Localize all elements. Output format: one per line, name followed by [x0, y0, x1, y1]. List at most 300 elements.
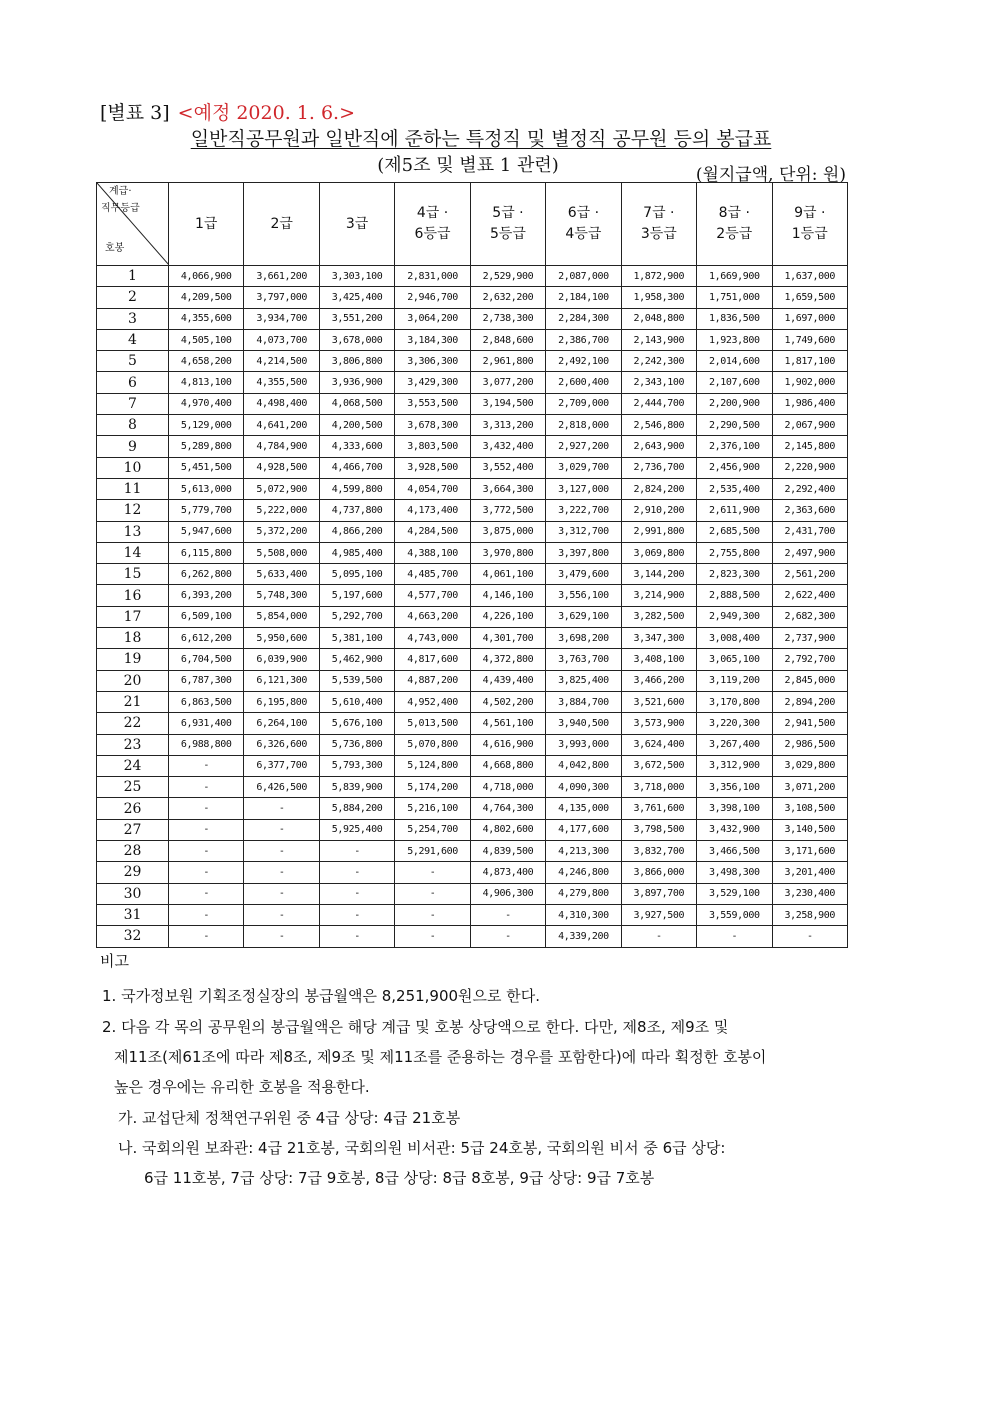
salary-amount-cell: 4,485,700: [395, 564, 470, 585]
salary-amount-cell: 3,806,800: [319, 351, 394, 372]
corner-label-top: 계급·: [109, 186, 132, 197]
salary-amount-cell: 5,381,100: [319, 628, 394, 649]
salary-amount-cell: 4,817,600: [395, 649, 470, 670]
salary-amount-cell: 3,624,400: [621, 734, 696, 755]
salary-amount-cell: -: [319, 841, 394, 862]
corner-header-cell: [97, 183, 169, 266]
salary-amount-cell: 3,798,500: [621, 819, 696, 840]
salary-amount-cell: 3,008,400: [697, 628, 772, 649]
salary-amount-cell: 3,029,700: [546, 457, 621, 478]
column-header-line1: 6급 ·: [567, 205, 600, 221]
salary-amount-cell: 2,910,200: [621, 500, 696, 521]
step-number-cell: 9: [97, 436, 169, 457]
salary-amount-cell: 3,408,100: [621, 649, 696, 670]
salary-amount-cell: 3,678,000: [319, 329, 394, 350]
salary-amount-cell: 2,343,100: [621, 372, 696, 393]
salary-amount-cell: 5,539,500: [319, 670, 394, 691]
table-row: [97, 862, 848, 883]
salary-amount-cell: -: [319, 862, 394, 883]
salary-amount-cell: 4,498,400: [244, 393, 319, 414]
salary-amount-cell: 2,685,500: [697, 521, 772, 542]
salary-table: [96, 182, 848, 948]
salary-amount-cell: -: [244, 862, 319, 883]
salary-amount-cell: -: [395, 883, 470, 904]
salary-amount-cell: 3,356,100: [697, 777, 772, 798]
salary-amount-cell: -: [169, 755, 244, 776]
table-row: [97, 351, 848, 372]
salary-amount-cell: 3,194,500: [470, 393, 545, 414]
salary-amount-cell: 5,254,700: [395, 819, 470, 840]
salary-amount-cell: 1,749,600: [772, 329, 848, 350]
salary-amount-cell: -: [772, 926, 848, 947]
step-number-cell: 4: [97, 329, 169, 350]
salary-amount-cell: 3,140,500: [772, 819, 848, 840]
step-number-cell: 28: [97, 841, 169, 862]
salary-amount-cell: 2,290,500: [697, 415, 772, 436]
salary-amount-cell: 5,610,400: [319, 691, 394, 712]
salary-amount-cell: 4,355,500: [244, 372, 319, 393]
table-row: [97, 841, 848, 862]
salary-amount-cell: 3,825,400: [546, 670, 621, 691]
salary-amount-cell: 3,573,900: [621, 713, 696, 734]
table-row: [97, 883, 848, 904]
step-number-cell: 20: [97, 670, 169, 691]
salary-amount-cell: 2,284,300: [546, 308, 621, 329]
salary-amount-cell: 3,230,400: [772, 883, 848, 904]
table-row: [97, 904, 848, 925]
salary-amount-cell: -: [169, 883, 244, 904]
salary-amount-cell: -: [169, 862, 244, 883]
salary-amount-cell: 2,632,200: [470, 287, 545, 308]
salary-amount-cell: 4,310,300: [546, 904, 621, 925]
salary-amount-cell: 3,069,800: [621, 542, 696, 563]
salary-amount-cell: 3,432,900: [697, 819, 772, 840]
table-row: [97, 372, 848, 393]
salary-amount-cell: 4,764,300: [470, 798, 545, 819]
salary-amount-cell: 1,986,400: [772, 393, 848, 414]
table-row: [97, 500, 848, 521]
salary-amount-cell: -: [621, 926, 696, 947]
step-number-cell: 14: [97, 542, 169, 563]
table-row: [97, 755, 848, 776]
salary-amount-cell: 3,698,200: [546, 628, 621, 649]
step-number-cell: 1: [97, 266, 169, 287]
salary-amount-cell: 2,894,200: [772, 691, 848, 712]
salary-amount-cell: 6,326,600: [244, 734, 319, 755]
salary-amount-cell: 3,797,000: [244, 287, 319, 308]
salary-amount-cell: 2,456,900: [697, 457, 772, 478]
salary-amount-cell: 4,502,200: [470, 691, 545, 712]
salary-amount-cell: 4,663,200: [395, 606, 470, 627]
step-number-cell: 11: [97, 478, 169, 499]
column-header-line2: 4등급: [565, 226, 602, 242]
salary-amount-cell: 2,845,000: [772, 670, 848, 691]
salary-amount-cell: 1,637,000: [772, 266, 848, 287]
salary-amount-cell: 2,991,800: [621, 521, 696, 542]
salary-amount-cell: 4,784,900: [244, 436, 319, 457]
salary-amount-cell: 4,439,400: [470, 670, 545, 691]
salary-amount-cell: 5,736,800: [319, 734, 394, 755]
salary-amount-cell: 2,376,100: [697, 436, 772, 457]
salary-amount-cell: 3,258,900: [772, 904, 848, 925]
salary-amount-cell: 3,282,500: [621, 606, 696, 627]
amendment-note: <예정 2020. 1. 6.>: [177, 102, 355, 124]
salary-amount-cell: 2,497,900: [772, 542, 848, 563]
salary-amount-cell: 6,039,900: [244, 649, 319, 670]
salary-amount-cell: 1,697,000: [772, 308, 848, 329]
note-item-1: 1. 국가정보원 기획조정실장의 봉급월액은 8,251,900원으로 한다.: [102, 987, 541, 1005]
salary-amount-cell: 3,479,600: [546, 564, 621, 585]
salary-amount-cell: 4,226,100: [470, 606, 545, 627]
salary-amount-cell: 3,144,200: [621, 564, 696, 585]
salary-amount-cell: 4,887,200: [395, 670, 470, 691]
salary-amount-cell: 3,029,800: [772, 755, 848, 776]
salary-amount-cell: 3,556,100: [546, 585, 621, 606]
step-number-cell: 30: [97, 883, 169, 904]
salary-amount-cell: 4,279,800: [546, 883, 621, 904]
salary-amount-cell: 2,561,200: [772, 564, 848, 585]
salary-amount-cell: 1,659,500: [772, 287, 848, 308]
step-number-cell: 25: [97, 777, 169, 798]
salary-amount-cell: 6,262,800: [169, 564, 244, 585]
table-row: [97, 585, 848, 606]
table-row: [97, 436, 848, 457]
salary-amount-cell: 2,444,700: [621, 393, 696, 414]
salary-amount-cell: 3,936,900: [319, 372, 394, 393]
table-row: [97, 415, 848, 436]
step-number-cell: 29: [97, 862, 169, 883]
salary-amount-cell: -: [470, 904, 545, 925]
salary-amount-cell: 2,927,200: [546, 436, 621, 457]
document-title: [0, 124, 962, 151]
table-row: [97, 926, 848, 947]
salary-amount-cell: 2,184,100: [546, 287, 621, 308]
salary-amount-cell: 6,988,800: [169, 734, 244, 755]
salary-amount-cell: 3,306,300: [395, 351, 470, 372]
salary-amount-cell: -: [244, 904, 319, 925]
salary-amount-cell: 4,718,000: [470, 777, 545, 798]
salary-amount-cell: 4,333,600: [319, 436, 394, 457]
salary-amount-cell: 2,824,200: [621, 478, 696, 499]
salary-amount-cell: 2,200,900: [697, 393, 772, 414]
salary-amount-cell: 3,970,800: [470, 542, 545, 563]
salary-amount-cell: 4,641,200: [244, 415, 319, 436]
document-subtitle: (제5조 및 별표 1 관련): [377, 155, 559, 176]
salary-amount-cell: 3,927,500: [621, 904, 696, 925]
salary-amount-cell: 5,613,000: [169, 478, 244, 499]
salary-amount-cell: -: [169, 926, 244, 947]
salary-amount-cell: 4,061,100: [470, 564, 545, 585]
salary-amount-cell: 4,388,100: [395, 542, 470, 563]
salary-amount-cell: 5,292,700: [319, 606, 394, 627]
salary-amount-cell: 4,952,400: [395, 691, 470, 712]
column-header-line2: 6등급: [414, 226, 451, 242]
salary-amount-cell: 4,068,500: [319, 393, 394, 414]
column-header: [621, 183, 696, 266]
salary-amount-cell: 3,220,300: [697, 713, 772, 734]
salary-amount-cell: 5,884,200: [319, 798, 394, 819]
salary-amount-cell: 5,222,000: [244, 500, 319, 521]
salary-amount-cell: 2,709,000: [546, 393, 621, 414]
salary-amount-cell: -: [169, 841, 244, 862]
corner-label-middle: 직무등급: [101, 203, 140, 214]
salary-amount-cell: 5,451,500: [169, 457, 244, 478]
column-header: [697, 183, 772, 266]
salary-amount-cell: 3,222,700: [546, 500, 621, 521]
salary-amount-cell: 3,551,200: [319, 308, 394, 329]
column-header-line1: 7급 ·: [643, 205, 675, 221]
salary-amount-cell: -: [169, 798, 244, 819]
salary-amount-cell: 4,906,300: [470, 883, 545, 904]
salary-amount-cell: -: [319, 883, 394, 904]
column-header: [772, 183, 848, 266]
salary-amount-cell: 4,173,400: [395, 500, 470, 521]
salary-amount-cell: -: [395, 862, 470, 883]
table-row: [97, 670, 848, 691]
column-header-line1: 2급: [270, 215, 293, 232]
salary-amount-cell: 2,600,400: [546, 372, 621, 393]
salary-amount-cell: 1,751,000: [697, 287, 772, 308]
salary-amount-cell: 3,347,300: [621, 628, 696, 649]
salary-amount-cell: 4,985,400: [319, 542, 394, 563]
table-row: [97, 457, 848, 478]
salary-amount-cell: 5,793,300: [319, 755, 394, 776]
salary-amount-cell: 2,949,300: [697, 606, 772, 627]
salary-amount-cell: 4,200,500: [319, 415, 394, 436]
salary-amount-cell: 5,197,600: [319, 585, 394, 606]
salary-amount-cell: 5,925,400: [319, 819, 394, 840]
salary-amount-cell: 2,986,500: [772, 734, 848, 755]
table-row: [97, 287, 848, 308]
salary-amount-cell: 2,755,800: [697, 542, 772, 563]
salary-amount-cell: 3,312,700: [546, 521, 621, 542]
salary-amount-cell: 3,303,100: [319, 266, 394, 287]
salary-amount-cell: 5,633,400: [244, 564, 319, 585]
salary-amount-cell: 3,429,300: [395, 372, 470, 393]
step-number-cell: 8: [97, 415, 169, 436]
salary-amount-cell: 4,802,600: [470, 819, 545, 840]
salary-amount-cell: 3,466,200: [621, 670, 696, 691]
table-row: [97, 542, 848, 563]
salary-amount-cell: 6,612,200: [169, 628, 244, 649]
salary-amount-cell: 2,431,700: [772, 521, 848, 542]
salary-amount-cell: 5,854,000: [244, 606, 319, 627]
salary-amount-cell: 3,313,200: [470, 415, 545, 436]
unit-note: (월지급액, 단위: 원): [695, 165, 846, 185]
salary-amount-cell: 3,993,000: [546, 734, 621, 755]
salary-amount-cell: 3,761,600: [621, 798, 696, 819]
salary-amount-cell: 5,291,600: [395, 841, 470, 862]
salary-amount-cell: -: [169, 777, 244, 798]
document-title-text: 일반직공무원과 일반직에 준하는 특정직 및 별정직 공무원 등의 봉급표: [190, 128, 772, 150]
column-header-line1: 9급 ·: [794, 205, 826, 221]
step-number-cell: 24: [97, 755, 169, 776]
salary-amount-cell: 3,119,200: [697, 670, 772, 691]
step-number-cell: 26: [97, 798, 169, 819]
salary-amount-cell: 5,129,000: [169, 415, 244, 436]
salary-amount-cell: 3,521,600: [621, 691, 696, 712]
salary-amount-cell: 6,377,700: [244, 755, 319, 776]
salary-amount-cell: 2,242,300: [621, 351, 696, 372]
salary-amount-cell: 6,704,500: [169, 649, 244, 670]
salary-amount-cell: -: [244, 819, 319, 840]
note-item-2-na-line2: 6급 11호봉, 7급 상당: 7급 9호봉, 8급 상당: 8급 8호봉, 9급 상당: 9급 7호봉: [144, 1169, 655, 1187]
salary-amount-cell: 3,803,500: [395, 436, 470, 457]
salary-amount-cell: 3,077,200: [470, 372, 545, 393]
step-number-cell: 19: [97, 649, 169, 670]
salary-amount-cell: 3,661,200: [244, 266, 319, 287]
salary-amount-cell: 4,066,900: [169, 266, 244, 287]
salary-amount-cell: 3,201,400: [772, 862, 848, 883]
salary-amount-cell: 3,718,000: [621, 777, 696, 798]
salary-amount-cell: 2,831,000: [395, 266, 470, 287]
column-header-line1: 4급 ·: [416, 205, 449, 221]
salary-amount-cell: 3,940,500: [546, 713, 621, 734]
table-row: [97, 393, 848, 414]
appendix-heading: [100, 98, 355, 125]
salary-amount-cell: 5,462,900: [319, 649, 394, 670]
table-row: [97, 798, 848, 819]
salary-amount-cell: 5,289,800: [169, 436, 244, 457]
salary-amount-cell: 3,071,200: [772, 777, 848, 798]
salary-amount-cell: 2,048,800: [621, 308, 696, 329]
salary-amount-cell: 2,736,700: [621, 457, 696, 478]
salary-amount-cell: 4,839,500: [470, 841, 545, 862]
appendix-label: [별표 3]: [100, 102, 170, 124]
salary-amount-cell: -: [470, 926, 545, 947]
step-number-cell: 22: [97, 713, 169, 734]
column-header-line2: 5등급: [489, 226, 526, 242]
salary-amount-cell: 4,737,800: [319, 500, 394, 521]
salary-amount-cell: 3,559,000: [697, 904, 772, 925]
salary-amount-cell: 3,553,500: [395, 393, 470, 414]
salary-amount-cell: 4,073,700: [244, 329, 319, 350]
salary-amount-cell: 2,087,000: [546, 266, 621, 287]
salary-amount-cell: 4,214,500: [244, 351, 319, 372]
salary-amount-cell: -: [395, 904, 470, 925]
salary-amount-cell: 2,145,800: [772, 436, 848, 457]
column-header: [470, 183, 545, 266]
salary-amount-cell: 2,220,900: [772, 457, 848, 478]
salary-amount-cell: 4,372,800: [470, 649, 545, 670]
salary-amount-cell: 1,872,900: [621, 266, 696, 287]
salary-amount-cell: 2,386,700: [546, 329, 621, 350]
salary-amount-cell: 5,124,800: [395, 755, 470, 776]
salary-amount-cell: 5,174,200: [395, 777, 470, 798]
salary-amount-cell: 3,214,900: [621, 585, 696, 606]
column-header: [244, 183, 319, 266]
salary-amount-cell: 3,397,800: [546, 542, 621, 563]
salary-amount-cell: 4,970,400: [169, 393, 244, 414]
salary-amount-cell: 3,934,700: [244, 308, 319, 329]
note-item-2-line2: 제11조(제61조에 따라 제8조, 제9조 및 제11조를 준용하는 경우를 포함한다)에 따라 획정한 호봉이: [114, 1048, 767, 1066]
step-number-cell: 12: [97, 500, 169, 521]
salary-amount-cell: 4,246,800: [546, 862, 621, 883]
table-row: [97, 266, 848, 287]
salary-amount-cell: 1,836,500: [697, 308, 772, 329]
column-header-line2: 3등급: [640, 226, 677, 242]
salary-amount-cell: 4,054,700: [395, 478, 470, 499]
salary-amount-cell: 2,107,600: [697, 372, 772, 393]
salary-amount-cell: 4,658,200: [169, 351, 244, 372]
notes-heading: 비고: [100, 952, 129, 970]
salary-amount-cell: 4,866,200: [319, 521, 394, 542]
step-number-cell: 31: [97, 904, 169, 925]
salary-amount-cell: 4,042,800: [546, 755, 621, 776]
step-number-cell: 3: [97, 308, 169, 329]
salary-amount-cell: 4,339,200: [546, 926, 621, 947]
corner-label-bottom: 호봉: [105, 243, 125, 254]
salary-amount-cell: 3,108,500: [772, 798, 848, 819]
salary-amount-cell: 4,873,400: [470, 862, 545, 883]
salary-amount-cell: 3,498,300: [697, 862, 772, 883]
salary-amount-cell: 5,013,500: [395, 713, 470, 734]
column-header-line1: 3급: [345, 215, 369, 232]
salary-amount-cell: 3,466,500: [697, 841, 772, 862]
salary-amount-cell: 2,492,100: [546, 351, 621, 372]
salary-amount-cell: 3,772,500: [470, 500, 545, 521]
table-row: [97, 564, 848, 585]
salary-amount-cell: 6,509,100: [169, 606, 244, 627]
salary-amount-cell: 2,546,800: [621, 415, 696, 436]
salary-amount-cell: 6,931,400: [169, 713, 244, 734]
salary-amount-cell: 5,072,900: [244, 478, 319, 499]
salary-amount-cell: 3,065,100: [697, 649, 772, 670]
salary-amount-cell: 4,668,800: [470, 755, 545, 776]
table-row: [97, 521, 848, 542]
step-number-cell: 17: [97, 606, 169, 627]
salary-amount-cell: 3,312,900: [697, 755, 772, 776]
table-row: [97, 329, 848, 350]
salary-amount-cell: 2,622,400: [772, 585, 848, 606]
salary-table-header-row: [97, 183, 848, 266]
salary-amount-cell: 6,787,300: [169, 670, 244, 691]
salary-amount-cell: 5,372,200: [244, 521, 319, 542]
salary-amount-cell: 3,432,400: [470, 436, 545, 457]
column-header-line2: 2등급: [716, 226, 753, 242]
salary-amount-cell: 3,678,300: [395, 415, 470, 436]
salary-amount-cell: 5,095,100: [319, 564, 394, 585]
salary-amount-cell: 4,177,600: [546, 819, 621, 840]
salary-amount-cell: 3,552,400: [470, 457, 545, 478]
salary-amount-cell: 4,561,100: [470, 713, 545, 734]
salary-amount-cell: 6,426,500: [244, 777, 319, 798]
salary-amount-cell: 2,143,900: [621, 329, 696, 350]
salary-amount-cell: 2,067,900: [772, 415, 848, 436]
salary-amount-cell: 3,127,000: [546, 478, 621, 499]
salary-amount-cell: 5,748,300: [244, 585, 319, 606]
column-header: [169, 183, 244, 266]
step-number-cell: 21: [97, 691, 169, 712]
salary-amount-cell: 5,508,000: [244, 542, 319, 563]
salary-amount-cell: 3,884,700: [546, 691, 621, 712]
salary-amount-cell: 2,529,900: [470, 266, 545, 287]
salary-amount-cell: 3,875,000: [470, 521, 545, 542]
note-item-2-na-line1: 나. 국회의원 보좌관: 4급 21호봉, 국회의원 비서관: 5급 24호봉, 국회의원 비서 중 6급 상당:: [118, 1139, 726, 1157]
salary-amount-cell: 2,946,700: [395, 287, 470, 308]
salary-amount-cell: 4,466,700: [319, 457, 394, 478]
salary-amount-cell: 3,398,100: [697, 798, 772, 819]
column-header-line1: 5급 ·: [492, 205, 524, 221]
salary-amount-cell: 3,672,500: [621, 755, 696, 776]
step-number-cell: 7: [97, 393, 169, 414]
column-header-line2: 1등급: [791, 226, 828, 242]
salary-amount-cell: 2,738,300: [470, 308, 545, 329]
salary-amount-cell: 4,301,700: [470, 628, 545, 649]
salary-amount-cell: 3,897,700: [621, 883, 696, 904]
salary-amount-cell: 6,121,300: [244, 670, 319, 691]
salary-amount-cell: 2,823,300: [697, 564, 772, 585]
